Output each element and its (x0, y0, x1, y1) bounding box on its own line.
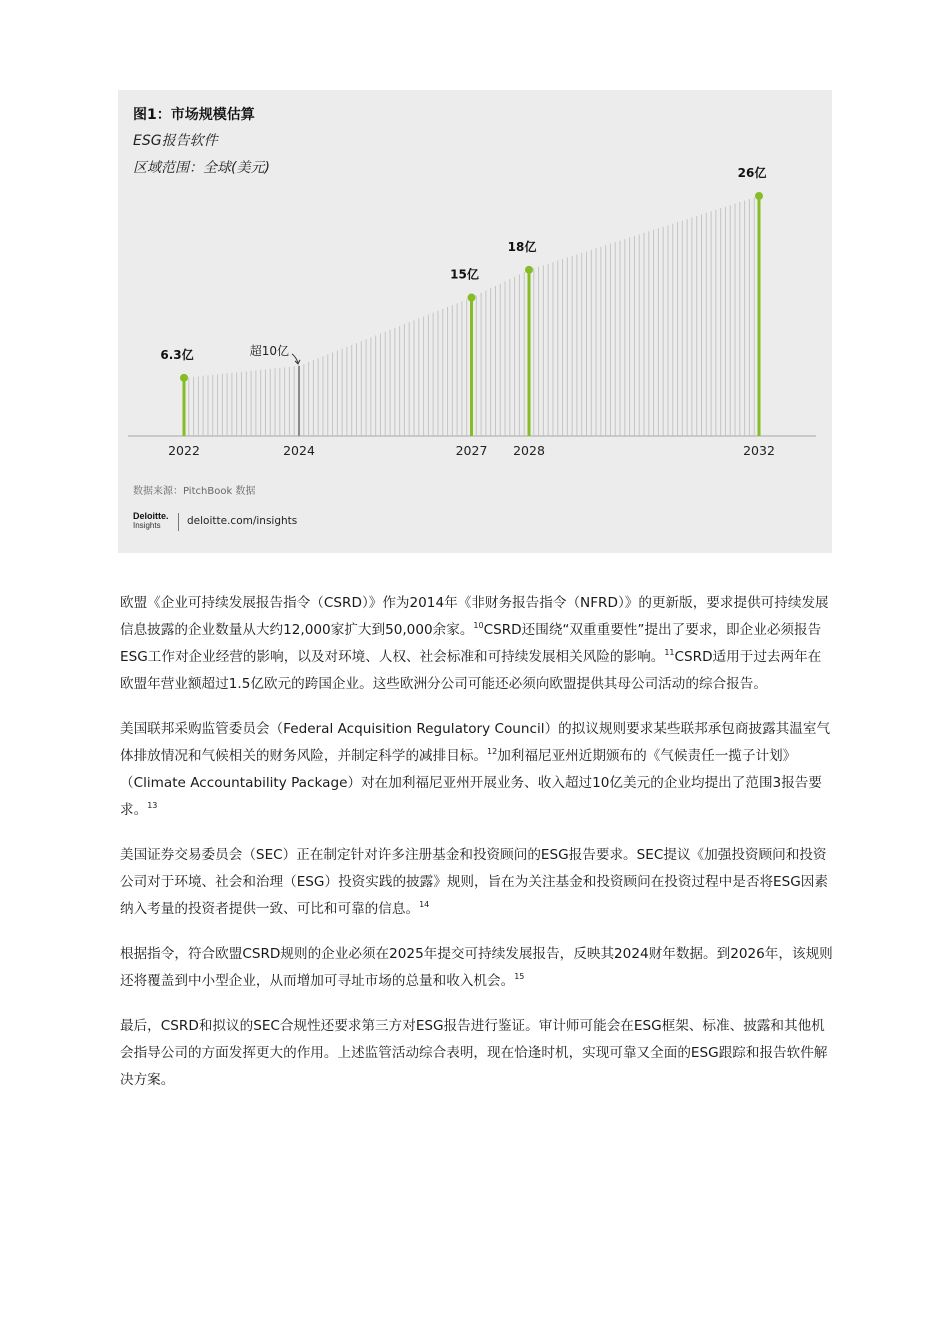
body-paragraph (120, 716, 834, 824)
figure-source: 数据来源：PitchBook 数据 (133, 486, 256, 497)
footnote-ref[interactable]: 11 (664, 648, 675, 657)
body-paragraph (120, 941, 834, 995)
paragraph-text: 美国联邦采购监管委员会（Federal Acquisition Regulatory Council）的拟议规则要求某些联邦承包商披露其温室气体排放情况和气候相关的财务风险，并制定科学的减排目标。 (120, 721, 831, 764)
body-text (120, 590, 834, 1112)
point-2027 (468, 294, 476, 302)
paragraph-text: 最后，CSRD和拟议的SEC合规性还要求第三方对ESG报告进行鉴证。审计师可能会在ESG框架、标准、披露和其他机会指导公司的方面发挥更大的作用。上述监管活动综合表明，现在恰逢时机，实现可靠又全面的ESG跟踪和报告软件解决方案。 (120, 1018, 828, 1088)
x-tick-label-2027: 2027 (455, 443, 488, 458)
deloitte-insights-logo[interactable] (133, 512, 169, 530)
data-label-2024: 超10亿 (249, 343, 289, 358)
data-label-2022: 6.3亿 (160, 347, 194, 362)
figure-subtitle: ESG报告软件 (133, 133, 218, 149)
footnote-ref[interactable]: 10 (473, 621, 484, 630)
paragraph-text: 欧盟《企业可持续发展报告指令（CSRD）》作为2014年《非财务报告指令（NFRD）》的更新版，要求提供可持续发展信息披露的企业数量从大约12,000家扩大到50,000余家。 (120, 595, 829, 638)
market-size-chart (118, 90, 832, 470)
point-2022 (180, 374, 188, 382)
point-2028 (525, 266, 533, 274)
paragraph-text: 美国证券交易委员会（SEC）正在制定针对许多注册基金和投资顾问的ESG报告要求。SEC提议《加强投资顾问和投资公司对于环境、社会和治理（ESG）投资实践的披露》规则，旨在为关注基金和投资顾问在投资过程中是否将ESG因素纳入考量的投资者提供一致、可比和可靠的信息。 (120, 847, 828, 917)
x-tick-label-2032: 2032 (743, 443, 775, 458)
x-tick-label-2022: 2022 (168, 443, 200, 458)
paragraph-text: CSRD还围绕“双重重要性”提出了要求，即企业必须报告ESG工作对企业经营的影响，以及对环境、人权、社会标准和可持续发展相关风险的影响。 (120, 622, 822, 665)
insights-link[interactable]: deloitte.com/insights (187, 515, 298, 527)
paragraph-text: 根据指令，符合欧盟CSRD规则的企业必须在2025年提交可持续发展报告，反映其2024财年数据。到2026年，该规则还将覆盖到中小型企业，从而增加可寻址市场的总量和收入机会。 (120, 946, 833, 989)
footnote-ref[interactable]: 13 (147, 801, 158, 810)
logo-sub: Insights (133, 521, 161, 530)
point-2032 (755, 192, 763, 200)
body-paragraph (120, 590, 834, 698)
figure-scope: 区域范围：全球(美元) (133, 160, 270, 176)
market-size-figure (118, 90, 832, 553)
footnote-ref[interactable]: 14 (419, 900, 430, 909)
body-paragraph (120, 1013, 834, 1094)
x-tick-label-2024: 2024 (283, 443, 315, 458)
footnote-ref[interactable]: 15 (514, 972, 525, 981)
figure-title: 图1：市场规模估算 (133, 107, 255, 123)
body-paragraph (120, 842, 834, 923)
x-tick-label-2028: 2028 (513, 443, 545, 458)
paragraph-text: CSRD适用于过去两年在欧盟年营业额超过1.5亿欧元的跨国企业。这些欧洲分公司可能还必须向欧盟提供其母公司活动的综合报告。 (120, 649, 822, 692)
logo-brand: Deloitte. (133, 511, 169, 521)
footnote-ref[interactable]: 12 (487, 747, 498, 756)
data-label-2032: 26亿 (737, 166, 767, 180)
data-label-2028: 18亿 (507, 239, 537, 254)
logo-divider (178, 513, 179, 531)
data-label-2027: 15亿 (450, 267, 479, 282)
paragraph-text: 加利福尼亚州近期颁布的《气候责任一揽子计划》（Climate Accountability Package）对在加利福尼亚州开展业务、收入超过10亿美元的企业均提出了范围3报告要求。 (120, 748, 822, 818)
